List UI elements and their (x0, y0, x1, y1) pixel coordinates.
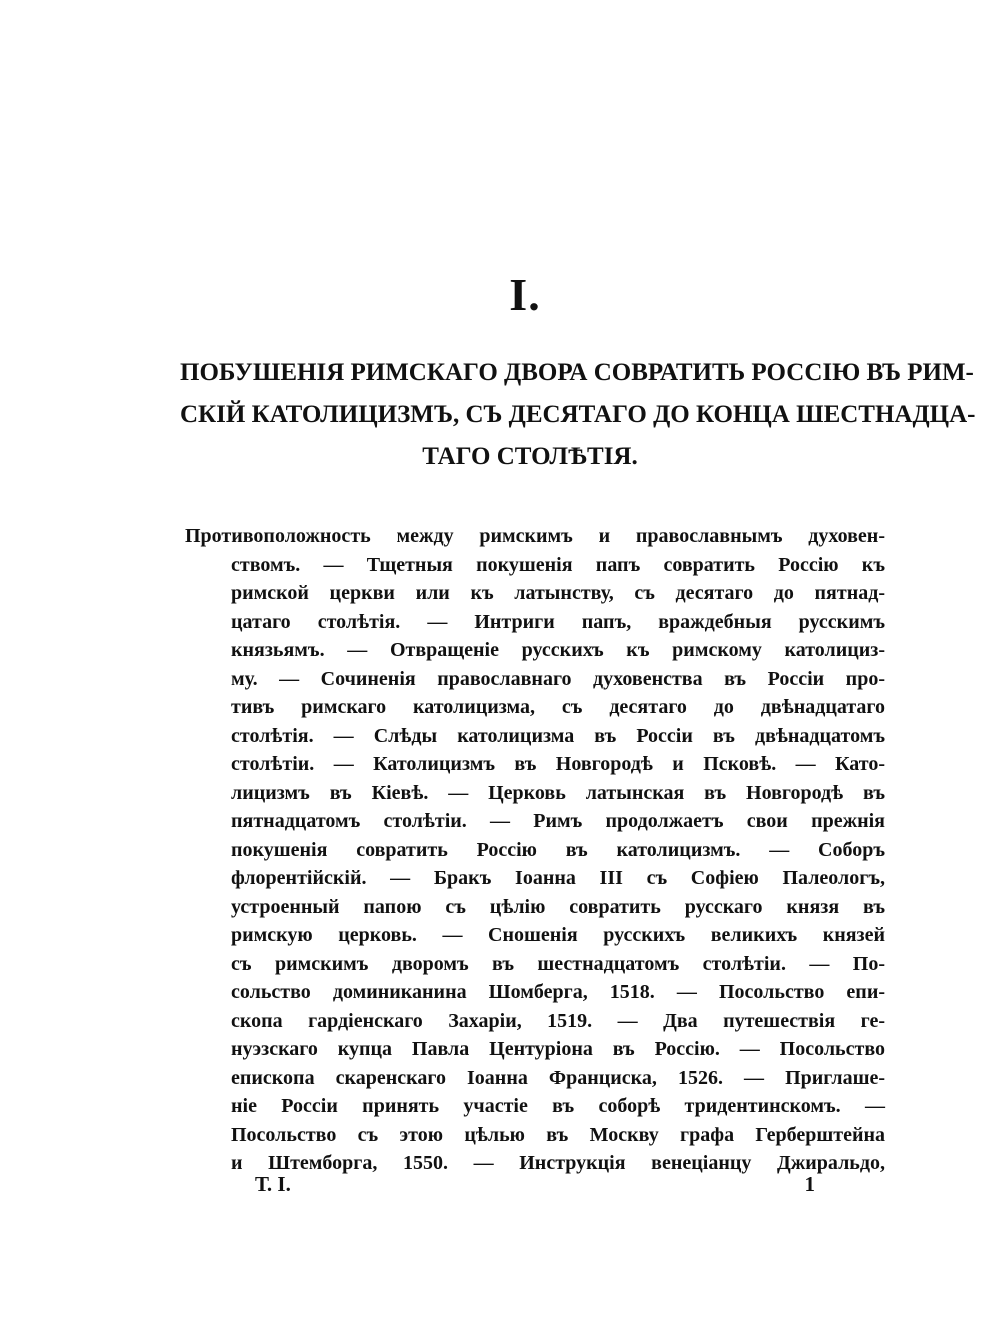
summary-line: и Штемборга, 1550. — Инструкція венеціанцу Джиральдо, (231, 1152, 885, 1174)
summary-line: столѣтіи. — Католицизмъ въ Новгородѣ и Псковѣ. — Като- (231, 753, 885, 775)
summary-line: ніе Россіи принять участіе въ соборѣ тридентинскомъ. — (231, 1095, 885, 1117)
summary-line: му. — Сочиненія православнаго духовенства въ Россіи про- (231, 667, 885, 690)
summary-line: нуэзскаго купца Павла Центуріона въ Россію. — Посольство (231, 1038, 885, 1060)
summary-line: римской церкви или къ латынству, съ десятаго до пятнад- (231, 582, 885, 604)
chapter-title (180, 352, 976, 478)
summary-line: сольство доминиканина Шомберга, 1518. — Посольство епи- (231, 981, 885, 1003)
chapter-number: I. (509, 269, 541, 320)
chapter-title-line: ПОБУШЕНІЯ РИМСКАГО ДВОРА СОВРАТИТЬ РОССІЮ ВЪ РИМ- (180, 359, 974, 386)
summary-line: Противоположность между римскимъ и православнымъ духовен- (185, 525, 885, 547)
summary-line: епископа скаренскаго Іоанна Франциска, 1526. — Приглаше- (231, 1066, 885, 1089)
summary-line: флорентійскій. — Бракъ Іоанна III съ Софіею Палеологъ, (231, 867, 885, 889)
summary-line: скопа гардіенскаго Захаріи, 1519. — Два путешествія ге- (231, 1009, 885, 1032)
page-number: 1 (804, 1172, 815, 1196)
chapter-summary (185, 522, 885, 1178)
summary-line: съ римскимъ дворомъ въ шестнадцатомъ столѣтіи. — По- (231, 952, 885, 975)
summary-line: пятнадцатомъ столѣтіи. — Римъ продолжаетъ свои прежнія (231, 810, 885, 832)
page-footer (255, 1172, 815, 1206)
summary-line: князьямъ. — Отвращеніе русскихъ къ римскому католициз- (231, 639, 885, 661)
summary-line: римскую церковь. — Сношенія русскихъ великихъ князей (231, 924, 885, 946)
summary-line: лицизмъ въ Кіевѣ. — Церковь латынская въ Новгородѣ въ (231, 781, 885, 804)
summary-line: столѣтія. — Слѣды католицизма въ Россіи въ двѣнадцатомъ (231, 724, 885, 747)
summary-line: тивъ римскаго католицизма, съ десятаго до двѣнадцатаго (231, 696, 885, 718)
volume-signature: Т. I. (255, 1172, 291, 1196)
chapter-title-line: СКІЙ КАТОЛИЦИЗМЪ, СЪ ДЕСЯТАГО ДО КОНЦА ШЕСТНАДЦА- (180, 401, 976, 428)
chapter-title-line: ТАГО СТОЛѢТІЯ. (422, 443, 638, 470)
summary-line: устроенный папою съ цѣлію совратить русскаго князя въ (231, 895, 885, 918)
summary-line: Посольство съ этою цѣлью въ Москву графа Герберштейна (231, 1123, 885, 1146)
summary-line: цатаго столѣтія. — Интриги папъ, враждебныя русскимъ (231, 610, 885, 633)
summary-line: покушенія совратить Россію въ католицизмъ. — Соборъ (231, 838, 885, 861)
summary-line: ствомъ. — Тщетныя покушенія папъ совратить Россію къ (231, 553, 885, 576)
